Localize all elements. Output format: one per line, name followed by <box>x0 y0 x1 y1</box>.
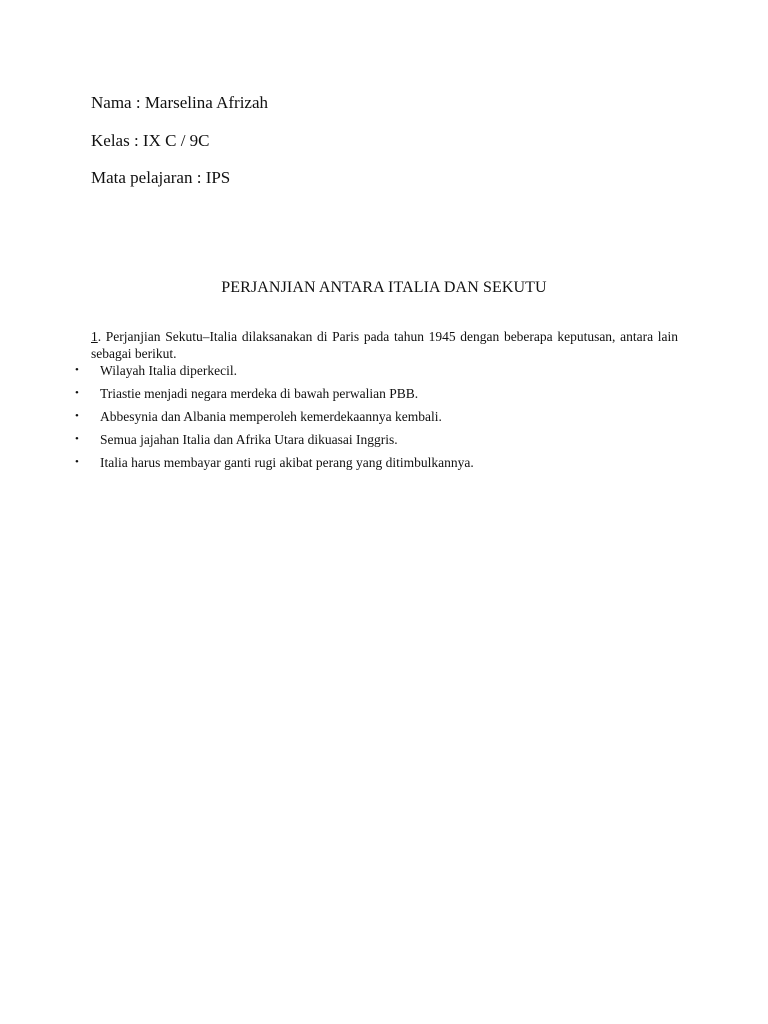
intro-text: . Perjanjian Sekutu–Italia dilaksanakan di Paris pada tahun 1945 dengan beberapa keputusan, antara lain sebagai berikut. <box>91 328 678 361</box>
document-title: PERJANJIAN ANTARA ITALIA DAN SEKUTU <box>221 279 547 296</box>
list-item <box>0 359 474 382</box>
list-item-text: Italia harus membayar ganti rugi akibat perang yang ditimbulkannya. <box>100 455 474 470</box>
list-item <box>0 428 474 451</box>
bullet-icon: • <box>75 387 79 399</box>
list-item-text: Wilayah Italia diperkecil. <box>100 363 238 378</box>
list-item-text: Semua jajahan Italia dan Afrika Utara dikuasai Inggris. <box>100 432 398 447</box>
list-item <box>0 451 474 474</box>
bullet-icon: • <box>75 456 79 468</box>
list-item <box>0 405 474 428</box>
student-name-line: Nama : Marselina Afrizah <box>91 93 269 112</box>
bullet-icon: • <box>75 364 79 376</box>
list-item <box>0 382 474 405</box>
class-line: Kelas : IX C / 9C <box>91 131 210 150</box>
bullet-icon: • <box>75 410 79 422</box>
bullet-icon: • <box>75 433 79 445</box>
intro-paragraph <box>91 328 678 362</box>
list-item-text: Triastie menjadi negara merdeka di bawah perwalian PBB. <box>100 386 419 401</box>
item-number: 1 <box>91 328 98 344</box>
decision-list <box>0 359 474 474</box>
subject-line: Mata pelajaran : IPS <box>91 168 231 187</box>
list-item-text: Abbesynia dan Albania memperoleh kemerdekaannya kembali. <box>100 409 442 424</box>
